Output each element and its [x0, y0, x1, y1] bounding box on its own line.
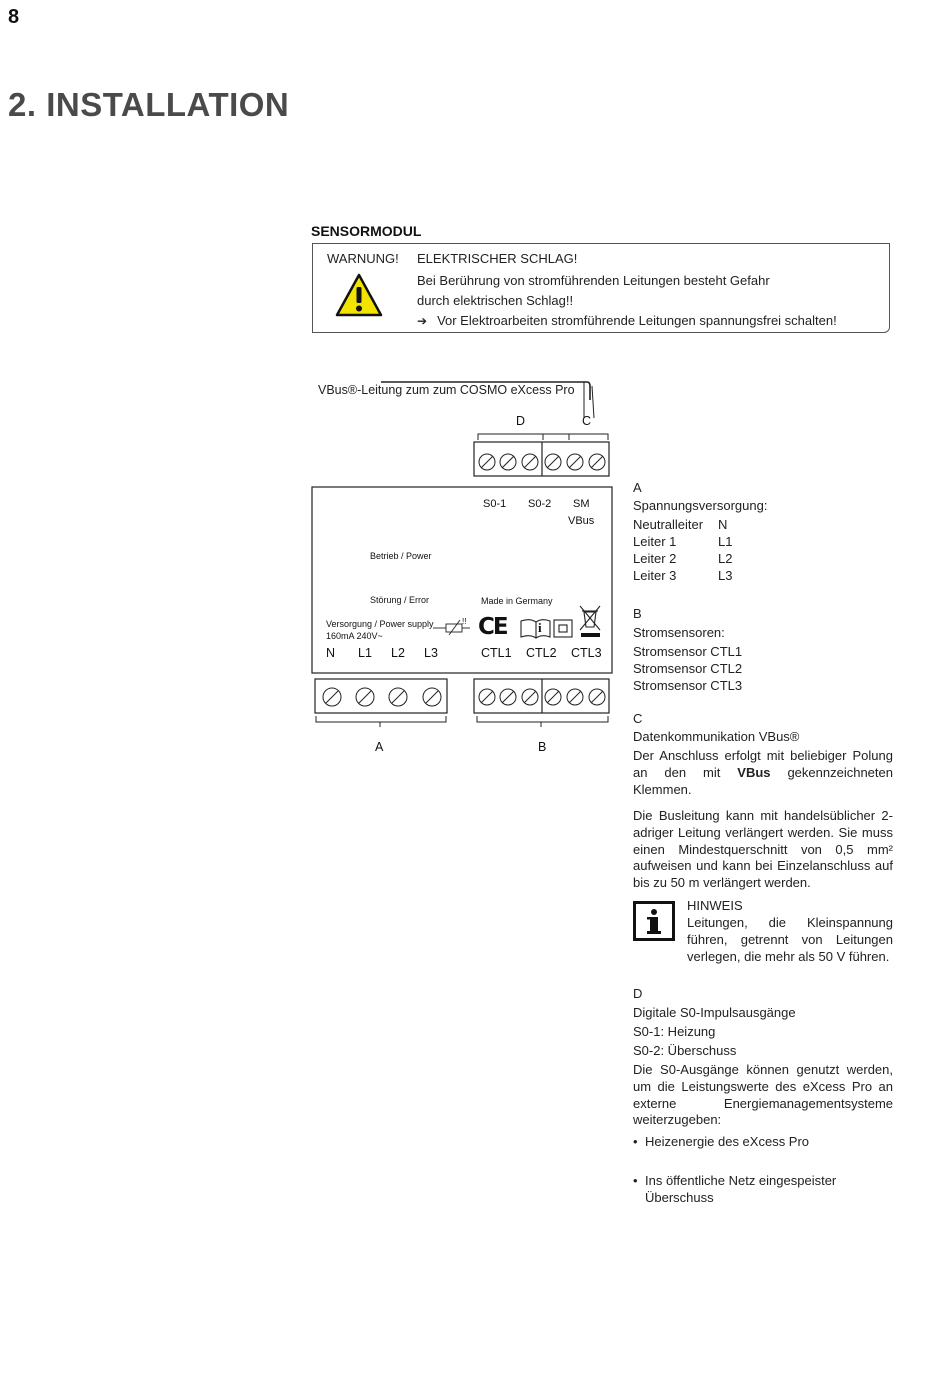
screw-terminal-icon: [567, 454, 583, 470]
screw-terminal-icon: [323, 688, 341, 706]
label-stoerung-error: Störung / Error: [370, 595, 430, 605]
bracket-c: [569, 434, 605, 440]
label-sm: SM: [573, 498, 590, 510]
list-item: • Ins öffentliche Netz eingespeister Überschuss: [633, 1173, 895, 1207]
warning-action: [417, 313, 837, 328]
page-number: 8: [8, 6, 20, 28]
screw-terminal-icon: [479, 454, 495, 470]
legend-d-title: Digitale S0-Impulsausgänge: [633, 1005, 796, 1020]
legend-c-paragraph-2: Die Busleitung kann mit handelsüblicher 2-adriger Leitung verlängert werden. Sie muss einen Mindestquerschnitt von 0,5 mm² aufweisen und kann bei Einzelanschluss auf bis zu 50 m verlängert werden.: [633, 808, 893, 891]
label-s0-1: S0-1: [483, 498, 507, 510]
arrow-right-icon: ➔: [417, 314, 428, 328]
screw-terminal-icon: [500, 454, 516, 470]
letter-d-top: D: [516, 414, 526, 428]
vbus-wire-2: [592, 386, 594, 418]
warning-heading: ELEKTRISCHER SCHLAG!: [417, 251, 578, 266]
letter-c-top: C: [582, 414, 592, 428]
legend-d-line-2: S0-2: Überschuss: [633, 1043, 737, 1058]
hinweis-label: HINWEIS: [687, 898, 743, 913]
terminal-block-power: [315, 679, 447, 713]
manual-info-mark: i: [538, 620, 542, 635]
label-ctl3: CTL3: [571, 646, 602, 660]
label-vbus: VBus: [568, 515, 595, 527]
warning-action-text: Vor Elektroarbeiten stromführende Leitungen spannungsfrei schalten!: [437, 313, 837, 328]
label-betrieb-power: Betrieb / Power: [370, 551, 432, 561]
section-title: SENSORMODUL: [311, 223, 422, 239]
bracket-b: [477, 716, 608, 722]
bracket-a: [316, 716, 446, 722]
label-l2: L2: [391, 646, 405, 660]
label-l1: L1: [358, 646, 372, 660]
label-l3: L3: [424, 646, 438, 660]
legend-a-letter: A: [633, 480, 642, 495]
warning-triangle-icon: [334, 272, 384, 318]
label-ctl1: CTL1: [481, 646, 512, 660]
screw-terminal-icon: [356, 688, 374, 706]
label-ctl2: CTL2: [526, 646, 557, 660]
legend-a-title: Spannungsversorgung:: [633, 498, 768, 513]
legend-a-row: Neutralleiter N: [633, 517, 728, 532]
legend-a-row: Leiter 1 L1: [633, 534, 733, 549]
legend-d-line-1: S0-1: Heizung: [633, 1024, 716, 1039]
legend-b-item: Stromsensor CTL2: [633, 661, 743, 676]
legend-a-row: Leiter 2 L2: [633, 551, 733, 566]
legend-d-paragraph: Die S0-Ausgänge können genutzt werden, um die Leistungswerte des eXcess Pro an externe Energiemanagementsysteme weiterzugeben:: [633, 1062, 893, 1128]
ce-mark: CE: [478, 614, 507, 640]
wiring-diagram: [300, 370, 630, 760]
screw-terminal-icon: [589, 689, 605, 705]
weee-bin-icon: [580, 606, 600, 630]
list-item: • Heizenergie des eXcess Pro: [633, 1134, 895, 1151]
legend-b-title: Stromsensoren:: [633, 625, 725, 640]
legend-c-title: Datenkommunikation VBus®: [633, 729, 800, 744]
legend-c-letter: C: [633, 711, 643, 726]
screw-terminal-icon: [567, 689, 583, 705]
label-made-in-germany: Made in Germany: [481, 596, 553, 606]
letter-a-bottom: A: [375, 740, 384, 754]
screw-terminal-icon: [589, 454, 605, 470]
screw-terminal-icon: [500, 689, 516, 705]
label-power-supply: Versorgung / Power supply: [326, 619, 434, 629]
chapter-title: 2. INSTALLATION: [8, 86, 290, 123]
hinweis-text: Leitungen, die Kleinspannung führen, getrennt von Leitungen verlegen, die mehr als 50 V führen.: [687, 915, 893, 964]
label-n: N: [326, 646, 336, 660]
screw-terminal-icon: [545, 454, 561, 470]
label-s0-2: S0-2: [528, 498, 552, 510]
screw-terminal-icon: [389, 688, 407, 706]
label-supply-rating: 160mA 240V~: [326, 631, 383, 641]
screw-terminal-icon: [522, 689, 538, 705]
legend-b-letter: B: [633, 606, 642, 621]
fuse-mark: !!: [462, 617, 467, 626]
screw-terminal-icon: [423, 688, 441, 706]
legend-c-paragraph-1: Der Anschluss erfolgt mit beliebiger Polung an den mit VBus gekennzeichneten Klemmen.: [633, 748, 893, 797]
info-notice-icon: [633, 901, 675, 941]
legend-d-letter: D: [633, 986, 643, 1001]
screw-terminal-icon: [479, 689, 495, 705]
legend-b-item: Stromsensor CTL1: [633, 644, 743, 659]
module-body: [312, 487, 612, 673]
screw-terminal-icon: [545, 689, 561, 705]
warning-line-1: Bei Berührung von stromführenden Leitungen besteht Gefahr: [417, 273, 770, 288]
double-insulation-icon: [554, 620, 572, 637]
legend-a-row: Leiter 3 L3: [633, 568, 733, 583]
weee-bar-icon: [581, 633, 600, 637]
warning-label: WARNUNG!: [327, 251, 399, 266]
manual-book-icon: [521, 620, 550, 638]
screw-terminal-icon: [522, 454, 538, 470]
letter-b-bottom: B: [538, 740, 547, 754]
warning-line-2: durch elektrischen Schlag!!: [417, 293, 574, 308]
legend-b-item: Stromsensor CTL3: [633, 678, 743, 693]
vbus-cable-label: VBus®-Leitung zum zum COSMO eXcess Pro: [318, 383, 575, 397]
